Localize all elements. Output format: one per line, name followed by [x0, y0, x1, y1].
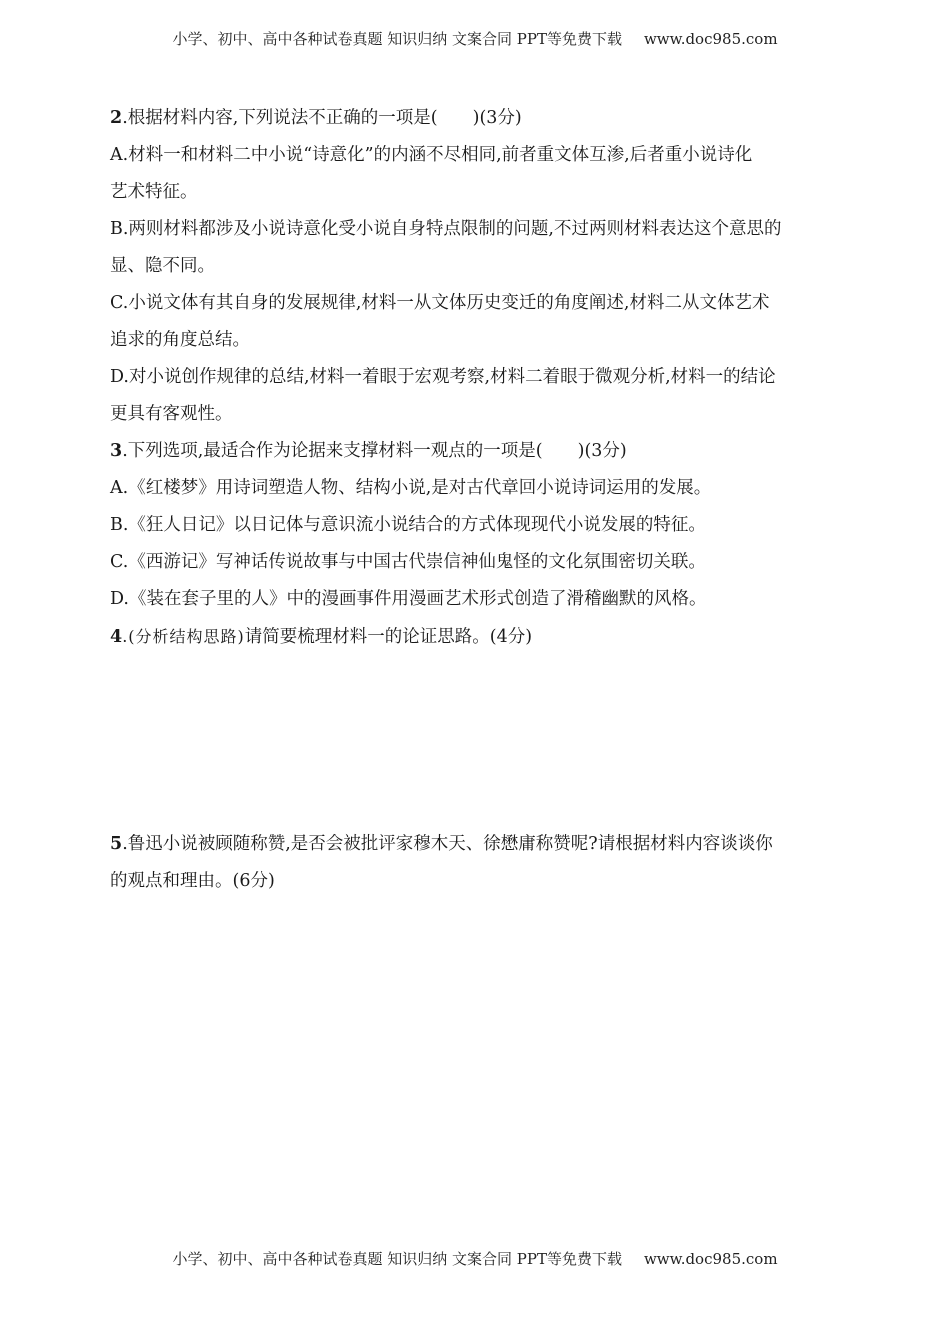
- option-b-line1: B.两则材料都涉及小说诗意化受小说自身特点限制的问题,不过两则材料表达这个意思的: [110, 219, 782, 239]
- option-a-line2: 艺术特征。: [110, 182, 198, 202]
- question-5: [110, 826, 842, 900]
- question-4-stem: 4.(分析结构思路)请简要梳理材料一的论证思路。(4分): [110, 627, 533, 647]
- question-2-number: 2: [110, 108, 123, 128]
- footer-text: 小学、初中、高中各种试卷真题 知识归纳 文案合同 PPT等免费下载: [172, 1250, 622, 1268]
- header-site: www.doc985.com: [643, 30, 778, 48]
- question-4-number: 4: [110, 627, 123, 647]
- question-4-hint: .(分析结构思路): [122, 627, 245, 646]
- header-text: 小学、初中、高中各种试卷真题 知识归纳 文案合同 PPT等免费下载: [172, 30, 622, 48]
- option-a-line1: A.材料一和材料二中小说“诗意化”的内涵不尽相同,前者重文体互渗,后者重小说诗化: [110, 145, 753, 165]
- exam-content: [110, 100, 842, 900]
- option-c-line2: 追求的角度总结。: [110, 330, 250, 350]
- question-2: [110, 100, 842, 433]
- question-4: [110, 618, 842, 826]
- question-3: [110, 433, 842, 618]
- question-5-number: 5: [110, 834, 123, 854]
- option-c-line1: C.小说文体有其自身的发展规律,材料一从文体历史变迁的角度阐述,材料二从文体艺术: [110, 293, 770, 313]
- question-5-line1: 5.鲁迅小说被顾随称赞,是否会被批评家穆木天、徐懋庸称赞呢?请根据材料内容谈谈你: [110, 834, 773, 854]
- footer-site: www.doc985.com: [643, 1250, 778, 1268]
- question-3-number: 3: [110, 441, 123, 461]
- question-5-line2: 的观点和理由。(6分): [110, 871, 275, 891]
- question-2-stem: 2.根据材料内容,下列说法不正确的一项是( )(3分): [110, 108, 522, 128]
- page-header: [0, 28, 950, 49]
- q3-option-d: D.《装在套子里的人》中的漫画事件用漫画艺术形式创造了滑稽幽默的风格。: [110, 589, 707, 609]
- answer-space-q4: [110, 656, 842, 826]
- option-d-line1: D.对小说创作规律的总结,材料一着眼于宏观考察,材料二着眼于微观分析,材料一的结论: [110, 367, 776, 387]
- option-d-line2: 更具有客观性。: [110, 404, 233, 424]
- page-footer: [0, 1248, 950, 1269]
- q3-option-a: A.《红楼梦》用诗词塑造人物、结构小说,是对古代章回小说诗词运用的发展。: [110, 478, 712, 498]
- option-b-line2: 显、隐不同。: [110, 256, 215, 276]
- question-3-stem: 3.下列选项,最适合作为论据来支撑材料一观点的一项是( )(3分): [110, 441, 627, 461]
- q3-option-c: C.《西游记》写神话传说故事与中国古代崇信神仙鬼怪的文化氛围密切关联。: [110, 552, 706, 572]
- q3-option-b: B.《狂人日记》以日记体与意识流小说结合的方式体现现代小说发展的特征。: [110, 515, 706, 535]
